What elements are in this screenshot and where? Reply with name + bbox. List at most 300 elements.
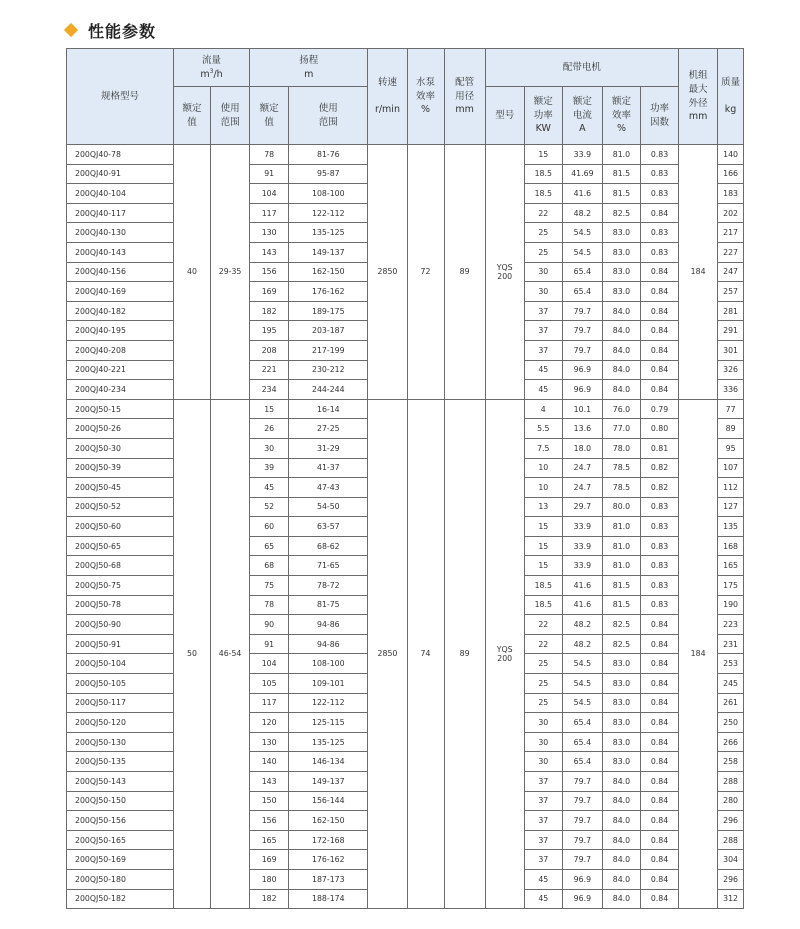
cell-power-factor: 0.83 (640, 536, 678, 556)
header-head: 扬程 m (250, 49, 368, 87)
cell-mass: 288 (718, 772, 744, 792)
cell-motor-current: 29.7 (562, 497, 602, 517)
cell-motor-current: 13.6 (562, 419, 602, 439)
cell-motor-power: 45 (524, 869, 562, 889)
cell-model: 200QJ50-30 (67, 438, 174, 458)
cell-motor-power: 25 (524, 223, 562, 243)
cell-motor-power: 15 (524, 536, 562, 556)
cell-motor-power: 18.5 (524, 164, 562, 184)
cell-head-rated: 165 (250, 830, 289, 850)
cell-head-range: 125-115 (289, 713, 368, 733)
table-row (67, 145, 744, 165)
cell-model: 200QJ50-26 (67, 419, 174, 439)
cell-head-range: 122-112 (289, 693, 368, 713)
cell-speed: 2850 (368, 145, 407, 400)
cell-head-range: 63-57 (289, 517, 368, 537)
cell-power-factor: 0.84 (640, 674, 678, 694)
cell-model: 200QJ40-182 (67, 301, 174, 321)
cell-head-range: 149-137 (289, 242, 368, 262)
cell-motor-power: 22 (524, 203, 562, 223)
cell-motor-efficiency: 82.5 (602, 634, 640, 654)
cell-motor-current: 48.2 (562, 615, 602, 635)
cell-model: 200QJ50-39 (67, 458, 174, 478)
cell-head-rated: 130 (250, 732, 289, 752)
cell-head-range: 156-144 (289, 791, 368, 811)
cell-max-diameter: 184 (679, 399, 718, 908)
cell-motor-power: 22 (524, 634, 562, 654)
cell-mass: 217 (718, 223, 744, 243)
cell-power-factor: 0.82 (640, 478, 678, 498)
cell-head-range: 203-187 (289, 321, 368, 341)
header-speed: 转速 r/min (368, 49, 407, 145)
cell-motor-type: YQS 200 (485, 145, 524, 400)
cell-mass: 95 (718, 438, 744, 458)
cell-head-rated: 39 (250, 458, 289, 478)
cell-head-rated: 30 (250, 438, 289, 458)
cell-head-rated: 182 (250, 301, 289, 321)
header-motor: 配带电机 (485, 49, 678, 87)
cell-motor-current: 41.6 (562, 576, 602, 596)
cell-model: 200QJ50-104 (67, 654, 174, 674)
cell-motor-power: 30 (524, 752, 562, 772)
cell-motor-power: 10 (524, 458, 562, 478)
cell-motor-efficiency: 81.0 (602, 556, 640, 576)
cell-model: 200QJ50-90 (67, 615, 174, 635)
cell-head-range: 176-162 (289, 850, 368, 870)
cell-head-range: 95-87 (289, 164, 368, 184)
cell-motor-efficiency: 81.0 (602, 517, 640, 537)
cell-head-range: 162-150 (289, 262, 368, 282)
cell-mass: 183 (718, 184, 744, 204)
cell-mass: 140 (718, 145, 744, 165)
cell-model: 200QJ50-150 (67, 791, 174, 811)
cell-motor-current: 54.5 (562, 654, 602, 674)
cell-power-factor: 0.84 (640, 772, 678, 792)
cell-power-factor: 0.84 (640, 752, 678, 772)
cell-model: 200QJ50-120 (67, 713, 174, 733)
cell-head-rated: 140 (250, 752, 289, 772)
cell-motor-efficiency: 84.0 (602, 811, 640, 831)
cell-motor-current: 33.9 (562, 556, 602, 576)
cell-head-rated: 78 (250, 145, 289, 165)
cell-head-range: 27-25 (289, 419, 368, 439)
cell-speed: 2850 (368, 399, 407, 908)
header-head-rated: 额定 值 (250, 87, 289, 145)
cell-motor-efficiency: 83.0 (602, 752, 640, 772)
cell-mass: 127 (718, 497, 744, 517)
cell-head-range: 47-43 (289, 478, 368, 498)
cell-motor-power: 37 (524, 811, 562, 831)
cell-model: 200QJ40-130 (67, 223, 174, 243)
cell-head-rated: 156 (250, 811, 289, 831)
cell-motor-power: 30 (524, 713, 562, 733)
cell-power-factor: 0.84 (640, 869, 678, 889)
cell-motor-power: 45 (524, 380, 562, 400)
cell-head-range: 135-125 (289, 223, 368, 243)
cell-head-rated: 182 (250, 889, 289, 909)
cell-model: 200QJ50-65 (67, 536, 174, 556)
header-flow-rated: 额定 值 (173, 87, 210, 145)
cell-head-rated: 130 (250, 223, 289, 243)
cell-motor-power: 45 (524, 360, 562, 380)
cell-model: 200QJ40-156 (67, 262, 174, 282)
header-flow-range: 使用 范围 (211, 87, 250, 145)
cell-mass: 166 (718, 164, 744, 184)
cell-motor-power: 7.5 (524, 438, 562, 458)
cell-power-factor: 0.84 (640, 654, 678, 674)
cell-mass: 231 (718, 634, 744, 654)
cell-flow-rated: 40 (173, 145, 210, 400)
cell-mass: 266 (718, 732, 744, 752)
cell-power-factor: 0.83 (640, 576, 678, 596)
cell-motor-current: 65.4 (562, 752, 602, 772)
cell-head-range: 217-199 (289, 340, 368, 360)
cell-head-range: 94-86 (289, 634, 368, 654)
cell-model: 200QJ40-117 (67, 203, 174, 223)
cell-motor-current: 79.7 (562, 811, 602, 831)
cell-motor-efficiency: 84.0 (602, 850, 640, 870)
cell-motor-efficiency: 84.0 (602, 321, 640, 341)
cell-max-diameter: 184 (679, 145, 718, 400)
cell-head-rated: 104 (250, 654, 289, 674)
cell-motor-power: 18.5 (524, 184, 562, 204)
cell-motor-power: 15 (524, 556, 562, 576)
cell-mass: 291 (718, 321, 744, 341)
cell-motor-current: 96.9 (562, 889, 602, 909)
cell-head-rated: 45 (250, 478, 289, 498)
cell-head-rated: 68 (250, 556, 289, 576)
cell-head-range: 135-125 (289, 732, 368, 752)
cell-head-range: 189-175 (289, 301, 368, 321)
cell-power-factor: 0.84 (640, 340, 678, 360)
cell-model: 200QJ40-143 (67, 242, 174, 262)
cell-power-factor: 0.84 (640, 693, 678, 713)
cell-model: 200QJ40-195 (67, 321, 174, 341)
cell-mass: 77 (718, 399, 744, 419)
cell-motor-current: 79.7 (562, 830, 602, 850)
diamond-bullet-icon (64, 23, 78, 37)
cell-motor-power: 37 (524, 301, 562, 321)
cell-head-rated: 150 (250, 791, 289, 811)
cell-motor-current: 24.7 (562, 478, 602, 498)
cell-mass: 175 (718, 576, 744, 596)
cell-power-factor: 0.84 (640, 282, 678, 302)
cell-mass: 257 (718, 282, 744, 302)
table-header (67, 49, 744, 145)
header-max-diameter: 机组 最大 外径 mm (679, 49, 718, 145)
cell-power-factor: 0.84 (640, 811, 678, 831)
cell-motor-current: 54.5 (562, 242, 602, 262)
cell-power-factor: 0.84 (640, 615, 678, 635)
cell-motor-efficiency: 83.0 (602, 223, 640, 243)
cell-head-range: 244-244 (289, 380, 368, 400)
cell-motor-efficiency: 84.0 (602, 772, 640, 792)
cell-motor-power: 18.5 (524, 595, 562, 615)
cell-model: 200QJ50-117 (67, 693, 174, 713)
cell-power-factor: 0.84 (640, 262, 678, 282)
cell-model: 200QJ40-221 (67, 360, 174, 380)
cell-motor-power: 45 (524, 889, 562, 909)
cell-head-range: 16-14 (289, 399, 368, 419)
cell-motor-efficiency: 83.0 (602, 693, 640, 713)
cell-model: 200QJ50-68 (67, 556, 174, 576)
cell-power-factor: 0.84 (640, 380, 678, 400)
cell-motor-efficiency: 81.0 (602, 145, 640, 165)
cell-power-factor: 0.84 (640, 889, 678, 909)
header-motor-current: 额定 电流 A (562, 87, 602, 145)
cell-motor-current: 41.6 (562, 595, 602, 615)
cell-model: 200QJ50-60 (67, 517, 174, 537)
cell-mass: 296 (718, 811, 744, 831)
cell-head-rated: 78 (250, 595, 289, 615)
cell-model: 200QJ50-91 (67, 634, 174, 654)
cell-motor-current: 10.1 (562, 399, 602, 419)
cell-model: 200QJ40-169 (67, 282, 174, 302)
cell-model: 200QJ50-15 (67, 399, 174, 419)
cell-head-rated: 15 (250, 399, 289, 419)
cell-mass: 312 (718, 889, 744, 909)
cell-motor-power: 25 (524, 693, 562, 713)
cell-power-factor: 0.83 (640, 145, 678, 165)
cell-motor-current: 54.5 (562, 223, 602, 243)
cell-motor-power: 25 (524, 654, 562, 674)
cell-mass: 261 (718, 693, 744, 713)
cell-power-factor: 0.83 (640, 595, 678, 615)
header-model: 规格型号 (67, 49, 174, 145)
cell-head-rated: 143 (250, 772, 289, 792)
header-motor-power: 额定 功率 KW (524, 87, 562, 145)
cell-power-factor: 0.84 (640, 360, 678, 380)
cell-power-factor: 0.84 (640, 732, 678, 752)
cell-motor-power: 37 (524, 830, 562, 850)
cell-motor-current: 79.7 (562, 321, 602, 341)
cell-power-factor: 0.83 (640, 556, 678, 576)
cell-motor-current: 79.7 (562, 791, 602, 811)
cell-head-range: 188-174 (289, 889, 368, 909)
cell-motor-current: 41.6 (562, 184, 602, 204)
cell-motor-power: 18.5 (524, 576, 562, 596)
cell-power-factor: 0.84 (640, 713, 678, 733)
cell-motor-current: 65.4 (562, 262, 602, 282)
cell-motor-efficiency: 83.0 (602, 282, 640, 302)
cell-power-factor: 0.84 (640, 203, 678, 223)
cell-motor-efficiency: 84.0 (602, 340, 640, 360)
cell-motor-current: 54.5 (562, 674, 602, 694)
cell-motor-efficiency: 84.0 (602, 301, 640, 321)
cell-flow-rated: 50 (173, 399, 210, 908)
cell-motor-efficiency: 77.0 (602, 419, 640, 439)
cell-head-range: 176-162 (289, 282, 368, 302)
cell-mass: 135 (718, 517, 744, 537)
cell-head-range: 122-112 (289, 203, 368, 223)
cell-motor-efficiency: 78.5 (602, 478, 640, 498)
table-row (67, 399, 744, 419)
cell-motor-current: 79.7 (562, 772, 602, 792)
header-pump-efficiency: 水泵 效率 % (407, 49, 444, 145)
cell-motor-power: 10 (524, 478, 562, 498)
cell-motor-current: 79.7 (562, 301, 602, 321)
cell-model: 200QJ50-135 (67, 752, 174, 772)
cell-motor-current: 96.9 (562, 360, 602, 380)
performance-table (66, 48, 744, 909)
cell-mass: 247 (718, 262, 744, 282)
cell-power-factor: 0.84 (640, 301, 678, 321)
cell-power-factor: 0.82 (640, 458, 678, 478)
cell-motor-efficiency: 82.5 (602, 203, 640, 223)
header-mass: 质量 kg (718, 49, 744, 145)
cell-motor-current: 33.9 (562, 517, 602, 537)
cell-model: 200QJ50-180 (67, 869, 174, 889)
table-body (67, 145, 744, 909)
cell-motor-current: 48.2 (562, 203, 602, 223)
cell-power-factor: 0.84 (640, 634, 678, 654)
cell-mass: 112 (718, 478, 744, 498)
cell-model: 200QJ50-156 (67, 811, 174, 831)
cell-mass: 89 (718, 419, 744, 439)
cell-power-factor: 0.81 (640, 438, 678, 458)
cell-motor-current: 96.9 (562, 869, 602, 889)
cell-mass: 288 (718, 830, 744, 850)
cell-head-rated: 117 (250, 203, 289, 223)
cell-motor-efficiency: 82.5 (602, 615, 640, 635)
cell-model: 200QJ40-234 (67, 380, 174, 400)
cell-motor-efficiency: 81.5 (602, 576, 640, 596)
cell-motor-power: 15 (524, 517, 562, 537)
cell-head-range: 94-86 (289, 615, 368, 635)
cell-motor-efficiency: 81.0 (602, 536, 640, 556)
cell-motor-efficiency: 78.0 (602, 438, 640, 458)
cell-mass: 280 (718, 791, 744, 811)
cell-power-factor: 0.83 (640, 223, 678, 243)
cell-model: 200QJ50-78 (67, 595, 174, 615)
cell-motor-efficiency: 80.0 (602, 497, 640, 517)
cell-head-rated: 75 (250, 576, 289, 596)
cell-head-rated: 180 (250, 869, 289, 889)
cell-head-rated: 104 (250, 184, 289, 204)
cell-motor-efficiency: 84.0 (602, 869, 640, 889)
cell-head-rated: 91 (250, 634, 289, 654)
cell-head-range: 78-72 (289, 576, 368, 596)
cell-power-factor: 0.80 (640, 419, 678, 439)
cell-motor-power: 37 (524, 850, 562, 870)
cell-pipe-diameter: 89 (444, 399, 485, 908)
cell-model: 200QJ50-143 (67, 772, 174, 792)
cell-motor-power: 30 (524, 732, 562, 752)
cell-head-rated: 143 (250, 242, 289, 262)
cell-motor-efficiency: 84.0 (602, 791, 640, 811)
cell-head-range: 41-37 (289, 458, 368, 478)
cell-mass: 301 (718, 340, 744, 360)
cell-pump-efficiency: 74 (407, 399, 444, 908)
cell-motor-efficiency: 84.0 (602, 889, 640, 909)
cell-motor-efficiency: 83.0 (602, 654, 640, 674)
cell-head-rated: 221 (250, 360, 289, 380)
cell-head-rated: 52 (250, 497, 289, 517)
cell-mass: 223 (718, 615, 744, 635)
cell-head-rated: 60 (250, 517, 289, 537)
cell-head-rated: 65 (250, 536, 289, 556)
cell-motor-type: YQS 200 (485, 399, 524, 908)
cell-model: 200QJ50-52 (67, 497, 174, 517)
cell-model: 200QJ40-208 (67, 340, 174, 360)
cell-model: 200QJ50-75 (67, 576, 174, 596)
cell-motor-power: 5.5 (524, 419, 562, 439)
cell-motor-efficiency: 76.0 (602, 399, 640, 419)
cell-motor-current: 96.9 (562, 380, 602, 400)
cell-motor-current: 65.4 (562, 282, 602, 302)
cell-motor-efficiency: 84.0 (602, 830, 640, 850)
cell-pump-efficiency: 72 (407, 145, 444, 400)
cell-motor-power: 37 (524, 791, 562, 811)
cell-model: 200QJ50-45 (67, 478, 174, 498)
cell-head-range: 71-65 (289, 556, 368, 576)
cell-motor-power: 22 (524, 615, 562, 635)
cell-motor-current: 79.7 (562, 850, 602, 870)
header-pipe-diameter: 配管 用径 mm (444, 49, 485, 145)
cell-power-factor: 0.83 (640, 497, 678, 517)
cell-mass: 202 (718, 203, 744, 223)
cell-head-range: 230-212 (289, 360, 368, 380)
cell-mass: 227 (718, 242, 744, 262)
cell-motor-power: 37 (524, 321, 562, 341)
cell-head-range: 172-168 (289, 830, 368, 850)
cell-flow-range: 29-35 (211, 145, 250, 400)
cell-mass: 336 (718, 380, 744, 400)
cell-motor-efficiency: 83.0 (602, 713, 640, 733)
cell-power-factor: 0.83 (640, 164, 678, 184)
cell-motor-efficiency: 78.5 (602, 458, 640, 478)
cell-pipe-diameter: 89 (444, 145, 485, 400)
cell-motor-current: 79.7 (562, 340, 602, 360)
cell-head-range: 31-29 (289, 438, 368, 458)
cell-motor-power: 15 (524, 145, 562, 165)
cell-model: 200QJ50-165 (67, 830, 174, 850)
cell-motor-power: 30 (524, 282, 562, 302)
cell-power-factor: 0.83 (640, 517, 678, 537)
cell-head-range: 108-100 (289, 184, 368, 204)
cell-head-range: 109-101 (289, 674, 368, 694)
cell-model: 200QJ50-169 (67, 850, 174, 870)
cell-power-factor: 0.83 (640, 184, 678, 204)
cell-mass: 258 (718, 752, 744, 772)
cell-motor-power: 37 (524, 340, 562, 360)
cell-motor-efficiency: 81.5 (602, 595, 640, 615)
cell-mass: 245 (718, 674, 744, 694)
cell-mass: 250 (718, 713, 744, 733)
cell-head-rated: 120 (250, 713, 289, 733)
cell-mass: 253 (718, 654, 744, 674)
header-motor-type: 型号 (485, 87, 524, 145)
cell-head-range: 187-173 (289, 869, 368, 889)
cell-power-factor: 0.83 (640, 242, 678, 262)
cell-motor-efficiency: 83.0 (602, 242, 640, 262)
cell-motor-power: 37 (524, 772, 562, 792)
cell-model: 200QJ50-130 (67, 732, 174, 752)
cell-power-factor: 0.84 (640, 830, 678, 850)
cell-head-rated: 117 (250, 693, 289, 713)
cell-model: 200QJ50-182 (67, 889, 174, 909)
header-flow-unit: $m^3/h$ (200, 67, 223, 80)
cell-model: 200QJ40-104 (67, 184, 174, 204)
cell-head-rated: 169 (250, 850, 289, 870)
cell-head-range: 108-100 (289, 654, 368, 674)
cell-head-rated: 156 (250, 262, 289, 282)
cell-power-factor: 0.84 (640, 850, 678, 870)
cell-head-rated: 91 (250, 164, 289, 184)
cell-head-range: 146-134 (289, 752, 368, 772)
cell-head-rated: 208 (250, 340, 289, 360)
cell-mass: 296 (718, 869, 744, 889)
